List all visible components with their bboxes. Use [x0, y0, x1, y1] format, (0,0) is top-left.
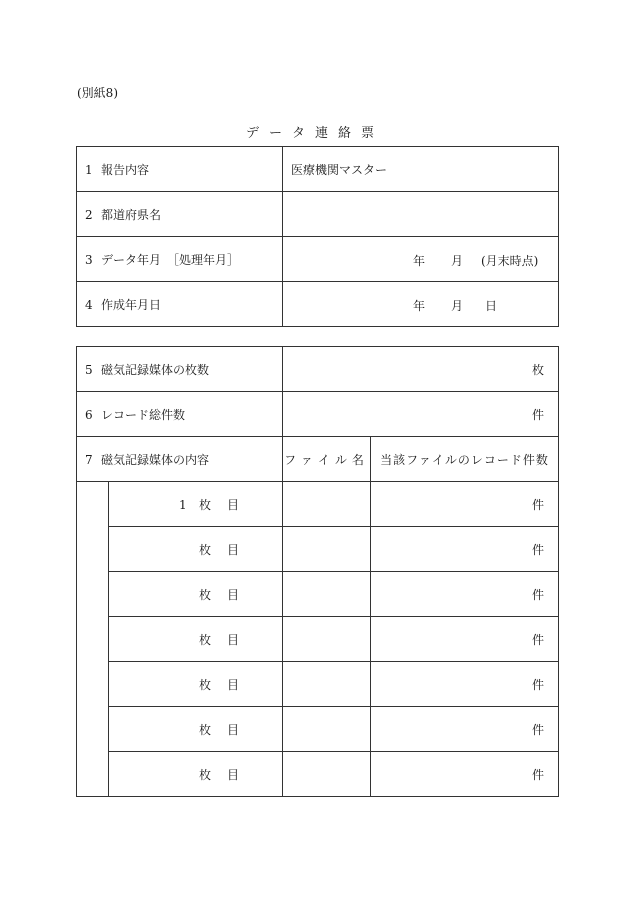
- sheet-suffix: 枚 目: [199, 632, 242, 647]
- sheet-label: [109, 482, 283, 527]
- created-date-label: [77, 282, 283, 327]
- indent-cell: [77, 707, 109, 752]
- table-row: [77, 282, 559, 327]
- year-unit: 年: [413, 254, 426, 268]
- record-count-field[interactable]: 件: [371, 752, 559, 797]
- file-name-field[interactable]: [283, 572, 371, 617]
- indent-cell: [77, 617, 109, 662]
- table-row: [77, 482, 559, 527]
- sheet-label: [109, 572, 283, 617]
- table-row: [77, 147, 559, 192]
- indent-cell: [77, 482, 109, 527]
- row-number: 3: [85, 252, 93, 267]
- indent-cell: [77, 752, 109, 797]
- report-info-table: [76, 146, 559, 327]
- file-name-field[interactable]: [283, 482, 371, 527]
- report-content-label: [77, 147, 283, 192]
- table-row: [77, 707, 559, 752]
- table-row: [77, 662, 559, 707]
- table-row: [77, 392, 559, 437]
- table-row: [77, 237, 559, 282]
- sheet-label: [109, 707, 283, 752]
- file-name-header: ファイル名: [283, 437, 371, 482]
- media-contents-label: [77, 437, 283, 482]
- table-row: [77, 752, 559, 797]
- year-unit: 年: [413, 299, 426, 313]
- row-label: 磁気記録媒体の枚数: [101, 362, 210, 377]
- month-end-note: (月末時点): [481, 254, 539, 268]
- record-count-header: 当該ファイルのレコード件数: [371, 437, 559, 482]
- indent-cell: [77, 572, 109, 617]
- table-row: [77, 527, 559, 572]
- record-count-field[interactable]: 件: [371, 662, 559, 707]
- row-number: 7: [85, 452, 93, 467]
- data-month-field[interactable]: [283, 237, 559, 282]
- annex-label: (別紙8): [77, 86, 118, 100]
- record-count-field[interactable]: 件: [371, 617, 559, 662]
- data-month-label: [77, 237, 283, 282]
- row-label: 報告内容: [101, 162, 150, 177]
- table-row: [77, 437, 559, 482]
- sheet-label: [109, 527, 283, 572]
- record-count-field[interactable]: 件: [371, 482, 559, 527]
- table-row: [77, 572, 559, 617]
- table-row: [77, 192, 559, 237]
- row-number: 1: [85, 162, 93, 177]
- month-unit: 月: [451, 299, 464, 313]
- file-name-field[interactable]: [283, 707, 371, 752]
- sheet-suffix: 枚 目: [199, 722, 242, 737]
- sheet-number: 1: [179, 497, 187, 512]
- report-content-value[interactable]: 医療機関マスター: [283, 147, 559, 192]
- row-number: 4: [85, 297, 93, 312]
- row-label: データ年月 ［処理年月］: [101, 252, 240, 267]
- media-info-table: [76, 346, 559, 797]
- record-total-label: [77, 392, 283, 437]
- sheet-suffix: 枚 目: [199, 497, 242, 512]
- media-count-field[interactable]: 枚: [283, 347, 559, 392]
- sheet-label: [109, 617, 283, 662]
- row-label: 都道府県名: [101, 207, 162, 222]
- row-label: レコード総件数: [101, 407, 186, 422]
- record-count-field[interactable]: 件: [371, 572, 559, 617]
- row-label: 作成年月日: [101, 297, 162, 312]
- row-number: 2: [85, 207, 93, 222]
- day-unit: 日: [485, 299, 498, 313]
- prefecture-label: [77, 192, 283, 237]
- file-name-field[interactable]: [283, 662, 371, 707]
- file-name-field[interactable]: [283, 752, 371, 797]
- indent-cell: [77, 527, 109, 572]
- sheet-label: [109, 752, 283, 797]
- table-row: [77, 617, 559, 662]
- sheet-suffix: 枚 目: [199, 677, 242, 692]
- created-date-field[interactable]: [283, 282, 559, 327]
- file-name-field[interactable]: [283, 527, 371, 572]
- record-count-field[interactable]: 件: [371, 707, 559, 752]
- sheet-suffix: 枚 目: [199, 542, 242, 557]
- prefecture-field[interactable]: [283, 192, 559, 237]
- sheet-suffix: 枚 目: [199, 767, 242, 782]
- table-row: [77, 347, 559, 392]
- record-total-field[interactable]: 件: [283, 392, 559, 437]
- file-name-field[interactable]: [283, 617, 371, 662]
- sheet-suffix: 枚 目: [199, 587, 242, 602]
- row-number: 6: [85, 407, 93, 422]
- record-count-field[interactable]: 件: [371, 527, 559, 572]
- form-title: データ連絡票: [245, 126, 384, 141]
- row-label: 磁気記録媒体の内容: [101, 452, 210, 467]
- indent-cell: [77, 662, 109, 707]
- month-unit: 月: [451, 254, 464, 268]
- sheet-label: [109, 662, 283, 707]
- media-count-label: [77, 347, 283, 392]
- row-number: 5: [85, 362, 93, 377]
